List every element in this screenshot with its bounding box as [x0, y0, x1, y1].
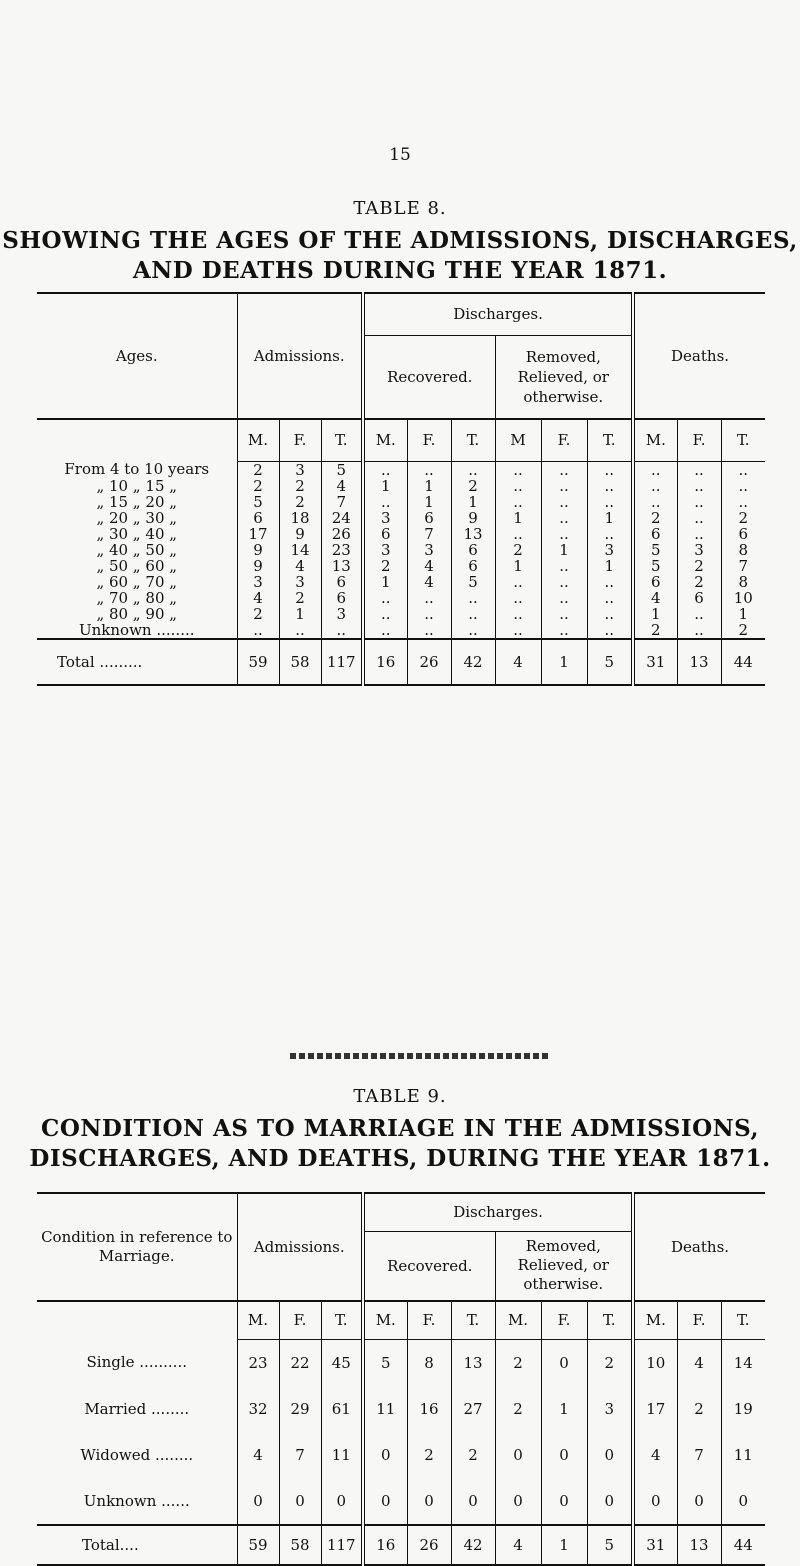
table-cell: 2 [587, 1339, 633, 1386]
table-cell: .. [541, 590, 587, 606]
table-cell: 4 [407, 574, 451, 590]
table-cell: .. [587, 622, 633, 639]
dth-m-header: M. [633, 1301, 677, 1339]
table-cell: 13 [321, 558, 363, 574]
table-cell: .. [587, 574, 633, 590]
table-cell: 6 [633, 526, 677, 542]
table-cell: 2 [633, 622, 677, 639]
rem-f-header: F. [541, 419, 587, 461]
table-cell: .. [721, 478, 765, 494]
adm-f-header: F. [279, 419, 321, 461]
table-cell: 1 [721, 606, 765, 622]
total-cell: 42 [451, 639, 495, 685]
table-cell: .. [677, 622, 721, 639]
table-cell: 2 [495, 1386, 541, 1432]
table-cell: 5 [633, 558, 677, 574]
condition-header: Condition in reference to Marriage. [37, 1193, 237, 1301]
table-cell: .. [677, 478, 721, 494]
admissions-header: Admissions. [237, 293, 363, 419]
table-cell: 23 [237, 1339, 279, 1386]
rem-f-header: F. [541, 1301, 587, 1339]
table-row [37, 542, 765, 558]
table-row [37, 590, 765, 606]
table-cell: 2 [237, 478, 279, 494]
table9-label: TABLE 9. [353, 1086, 447, 1107]
table-cell: 27 [451, 1386, 495, 1432]
table-cell: .. [541, 558, 587, 574]
discharges-header: Discharges. [363, 1193, 633, 1231]
total-cell: 4 [495, 639, 541, 685]
ages-header: Ages. [37, 293, 237, 419]
table-row [37, 606, 765, 622]
table-cell: .. [677, 606, 721, 622]
table-cell: 8 [721, 574, 765, 590]
table-cell: 3 [407, 542, 451, 558]
table-cell: 16 [407, 1386, 451, 1432]
row-label: „ 15 „ 20 „ [96, 492, 178, 511]
table-cell: .. [279, 622, 321, 639]
row-label: „ 20 „ 30 „ [96, 508, 178, 527]
table-cell: 1 [363, 478, 407, 494]
row-label: „ 40 „ 50 „ [96, 540, 178, 559]
rec-f-header: F. [407, 419, 451, 461]
table-cell: 7 [321, 494, 363, 510]
table-cell: .. [541, 494, 587, 510]
table-cell: .. [677, 494, 721, 510]
removed-header: Removed, Relieved, or otherwise. [495, 335, 633, 419]
page-number: 15 [389, 145, 411, 165]
table-cell: 1 [451, 494, 495, 510]
table-cell: 2 [237, 461, 279, 478]
total-cell: 1 [541, 639, 587, 685]
table-cell: 0 [541, 1478, 587, 1525]
table-cell: 2 [721, 622, 765, 639]
table-cell: 9 [237, 558, 279, 574]
total-cell: 13 [677, 639, 721, 685]
table-cell: .. [677, 461, 721, 478]
table-cell: 2 [677, 558, 721, 574]
table-cell: 0 [237, 1478, 279, 1525]
table-cell: 6 [451, 558, 495, 574]
recovered-header: Recovered. [363, 1231, 495, 1301]
rec-f-header: F. [407, 1301, 451, 1339]
table-cell: 4 [237, 1432, 279, 1478]
table-cell: 2 [677, 1386, 721, 1432]
table-cell: 14 [279, 542, 321, 558]
adm-t-header: T. [321, 419, 363, 461]
table-cell: 24 [321, 510, 363, 526]
table8-heading [0, 226, 800, 286]
rec-t-header: T. [451, 1301, 495, 1339]
table-cell: 1 [407, 478, 451, 494]
table-cell: 6 [721, 526, 765, 542]
table-cell: 11 [363, 1386, 407, 1432]
table8-ages [37, 292, 765, 686]
discharges-header: Discharges. [363, 293, 633, 335]
adm-f-header: F. [279, 1301, 321, 1339]
rem-m-header: M. [495, 1301, 541, 1339]
table-cell: .. [495, 478, 541, 494]
table-cell: 2 [677, 574, 721, 590]
table-cell: .. [407, 461, 451, 478]
table-cell: 45 [321, 1339, 363, 1386]
table-cell: 0 [495, 1478, 541, 1525]
table-cell: 2 [279, 478, 321, 494]
row-label: Unknown ...... [83, 1491, 190, 1510]
row-label: Married ........ [84, 1399, 190, 1418]
table-cell: 2 [633, 510, 677, 526]
table-cell: .. [677, 526, 721, 542]
table-cell: 1 [587, 510, 633, 526]
table-cell: 61 [321, 1386, 363, 1432]
table-cell: .. [495, 622, 541, 639]
table-cell: 13 [451, 526, 495, 542]
table-cell: .. [677, 510, 721, 526]
table-cell: 6 [677, 590, 721, 606]
section-divider [290, 1053, 550, 1059]
table-cell: 3 [587, 542, 633, 558]
rem-m-header: M [495, 419, 541, 461]
dth-m-header: M. [633, 419, 677, 461]
rem-t-header: T. [587, 419, 633, 461]
table-row [37, 478, 765, 494]
table-cell: .. [587, 478, 633, 494]
condition-sub [37, 1301, 237, 1339]
table-cell: 7 [279, 1432, 321, 1478]
table-cell: 6 [633, 574, 677, 590]
table-cell: .. [633, 494, 677, 510]
total-cell: 31 [633, 1525, 677, 1565]
table-row [37, 1478, 765, 1525]
table-cell: 2 [237, 606, 279, 622]
table-cell: 8 [407, 1339, 451, 1386]
table-cell: 0 [321, 1478, 363, 1525]
dth-f-header: F. [677, 1301, 721, 1339]
total-cell: 117 [321, 639, 363, 685]
row-label: „ 50 „ 60 „ [96, 556, 178, 575]
table-cell: .. [541, 606, 587, 622]
total-cell: 58 [279, 1525, 321, 1565]
table-cell: .. [587, 461, 633, 478]
table-cell: .. [633, 478, 677, 494]
table-cell: 1 [541, 1386, 587, 1432]
table-cell: .. [363, 622, 407, 639]
table-row [37, 461, 765, 478]
table-cell: 2 [495, 1339, 541, 1386]
total-cell: 44 [721, 1525, 765, 1565]
table-cell: 1 [541, 542, 587, 558]
table-cell: .. [451, 606, 495, 622]
table-cell: 4 [633, 1432, 677, 1478]
table-cell: 4 [407, 558, 451, 574]
table-cell: 0 [407, 1478, 451, 1525]
total-cell: 42 [451, 1525, 495, 1565]
table-cell: 0 [495, 1432, 541, 1478]
total-cell: 59 [237, 1525, 279, 1565]
table-cell: .. [721, 494, 765, 510]
table-cell: 3 [363, 510, 407, 526]
table-cell: 17 [237, 526, 279, 542]
table-cell: 0 [279, 1478, 321, 1525]
table-cell: 0 [587, 1478, 633, 1525]
table-cell: 22 [279, 1339, 321, 1386]
total-cell: 59 [237, 639, 279, 685]
table-cell: 5 [321, 461, 363, 478]
table-cell: .. [587, 494, 633, 510]
table-cell: 6 [407, 510, 451, 526]
rec-m-header: M. [363, 1301, 407, 1339]
table-cell: 3 [279, 461, 321, 478]
table-cell: 11 [321, 1432, 363, 1478]
table-cell: 2 [495, 542, 541, 558]
table-cell: .. [363, 461, 407, 478]
table-cell: 2 [451, 1432, 495, 1478]
total-cell: 5 [587, 1525, 633, 1565]
adm-m-header: M. [237, 1301, 279, 1339]
table-cell: 4 [237, 590, 279, 606]
table-row [37, 1339, 765, 1386]
table-cell: .. [451, 461, 495, 478]
table-cell: .. [407, 622, 451, 639]
table-cell: 0 [541, 1339, 587, 1386]
table-cell: 1 [407, 494, 451, 510]
table-row [37, 1432, 765, 1478]
total-cell: 16 [363, 1525, 407, 1565]
total-cell: 5 [587, 639, 633, 685]
table-cell: .. [451, 622, 495, 639]
table-cell: 0 [363, 1478, 407, 1525]
table8-label: TABLE 8. [353, 198, 447, 219]
table-cell: .. [321, 622, 363, 639]
table-cell: .. [541, 461, 587, 478]
table-cell: .. [541, 622, 587, 639]
table-cell: .. [237, 622, 279, 639]
table8-heading-line1: SHOWING THE AGES OF THE ADMISSIONS, DISCHARGES, [2, 227, 798, 254]
table-cell: .. [495, 606, 541, 622]
table-cell: 4 [279, 558, 321, 574]
table-row [37, 574, 765, 590]
table-cell: 7 [407, 526, 451, 542]
table-cell: .. [363, 606, 407, 622]
table-cell: .. [721, 461, 765, 478]
row-label: Single .......... [86, 1353, 187, 1372]
deaths-header: Deaths. [633, 1193, 765, 1301]
rec-t-header: T. [451, 419, 495, 461]
table-cell: 6 [237, 510, 279, 526]
table-cell: 3 [321, 606, 363, 622]
table-cell: 6 [321, 590, 363, 606]
table-cell: 8 [721, 542, 765, 558]
table-cell: 1 [495, 510, 541, 526]
table-cell: 18 [279, 510, 321, 526]
table-cell: 0 [721, 1478, 765, 1525]
total-cell: 117 [321, 1525, 363, 1565]
table-cell: .. [541, 478, 587, 494]
table-cell: 26 [321, 526, 363, 542]
table-cell: .. [587, 590, 633, 606]
table-cell: 5 [633, 542, 677, 558]
table-cell: .. [587, 526, 633, 542]
table-cell: .. [495, 526, 541, 542]
dth-t-header: T. [721, 1301, 765, 1339]
table-cell: 11 [721, 1432, 765, 1478]
table-cell: 10 [633, 1339, 677, 1386]
table-cell: 3 [279, 574, 321, 590]
table-cell: 2 [451, 478, 495, 494]
rec-m-header: M. [363, 419, 407, 461]
table8-heading-line2: AND DEATHS DURING THE YEAR 1871. [132, 257, 668, 284]
table-cell: 7 [677, 1432, 721, 1478]
table-cell: .. [407, 606, 451, 622]
table-cell: 17 [633, 1386, 677, 1432]
table9-heading [0, 1114, 800, 1174]
row-label: From 4 to 10 years [64, 460, 210, 479]
table-cell: 3 [237, 574, 279, 590]
total-cell: 26 [407, 1525, 451, 1565]
deaths-header: Deaths. [633, 293, 765, 419]
table-cell: .. [363, 494, 407, 510]
total-label: Total.... [37, 1525, 237, 1565]
total-cell: 44 [721, 639, 765, 685]
total-cell: 16 [363, 639, 407, 685]
table-cell: 4 [321, 478, 363, 494]
row-label: „ 70 „ 80 „ [96, 588, 178, 607]
ages-sub [37, 419, 237, 461]
total-cell: 1 [541, 1525, 587, 1565]
table9-marriage [37, 1192, 765, 1566]
admissions-header: Admissions. [237, 1193, 363, 1301]
table-cell: .. [495, 590, 541, 606]
total-label: Total ......... [37, 639, 237, 685]
table-cell: .. [451, 590, 495, 606]
table-cell: .. [495, 494, 541, 510]
table-cell: 32 [237, 1386, 279, 1432]
table-cell: 0 [451, 1478, 495, 1525]
table-row [37, 526, 765, 542]
table-cell: 1 [587, 558, 633, 574]
table-cell: 29 [279, 1386, 321, 1432]
removed-header: Removed, Relieved, or otherwise. [495, 1231, 633, 1301]
table-row [37, 510, 765, 526]
table-cell: 7 [721, 558, 765, 574]
total-cell: 4 [495, 1525, 541, 1565]
recovered-header: Recovered. [363, 335, 495, 419]
total-cell: 58 [279, 639, 321, 685]
table-cell: 5 [237, 494, 279, 510]
table-cell: 13 [451, 1339, 495, 1386]
total-cell: 31 [633, 639, 677, 685]
table9-heading-line2: DISCHARGES, AND DEATHS, DURING THE YEAR 1871. [29, 1145, 771, 1172]
table-cell: .. [587, 606, 633, 622]
table-cell: 5 [363, 1339, 407, 1386]
table-cell: .. [541, 526, 587, 542]
table-cell: 3 [677, 542, 721, 558]
adm-m-header: M. [237, 419, 279, 461]
table-cell: .. [495, 574, 541, 590]
table-cell: .. [541, 574, 587, 590]
table-cell: 4 [633, 590, 677, 606]
table-cell: 0 [633, 1478, 677, 1525]
table-cell: 23 [321, 542, 363, 558]
table-cell: .. [495, 461, 541, 478]
dth-f-header: F. [677, 419, 721, 461]
rem-t-header: T. [587, 1301, 633, 1339]
table-cell: 19 [721, 1386, 765, 1432]
row-label: „ 30 „ 40 „ [96, 524, 178, 543]
table-cell: 9 [279, 526, 321, 542]
table-cell: 10 [721, 590, 765, 606]
table-cell: 2 [363, 558, 407, 574]
table-cell: 0 [587, 1432, 633, 1478]
table-cell: 0 [677, 1478, 721, 1525]
table-cell: 2 [407, 1432, 451, 1478]
table-cell: 1 [495, 558, 541, 574]
table-cell: 4 [677, 1339, 721, 1386]
table-cell: 3 [363, 542, 407, 558]
table-cell: 2 [721, 510, 765, 526]
table-cell: 3 [587, 1386, 633, 1432]
table-row [37, 494, 765, 510]
table-cell: 0 [541, 1432, 587, 1478]
adm-t-header: T. [321, 1301, 363, 1339]
row-label: „ 60 „ 70 „ [96, 572, 178, 591]
table-cell: 0 [363, 1432, 407, 1478]
table-cell: 6 [321, 574, 363, 590]
total-cell: 13 [677, 1525, 721, 1565]
table-cell: 5 [451, 574, 495, 590]
table-cell: 6 [363, 526, 407, 542]
table-row [37, 622, 765, 639]
table-cell: 2 [279, 494, 321, 510]
total-cell: 26 [407, 639, 451, 685]
dth-t-header: T. [721, 419, 765, 461]
table-cell: .. [363, 590, 407, 606]
table-cell: 1 [363, 574, 407, 590]
table-cell: 14 [721, 1339, 765, 1386]
table-cell: .. [541, 510, 587, 526]
table-cell: 1 [279, 606, 321, 622]
row-label: Unknown ........ [79, 620, 195, 639]
row-label: „ 80 „ 90 „ [96, 604, 178, 623]
table-row [37, 1386, 765, 1432]
table9-heading-line1: CONDITION AS TO MARRIAGE IN THE ADMISSIONS, [41, 1115, 759, 1142]
table-cell: 2 [279, 590, 321, 606]
row-label: Widowed ........ [80, 1445, 194, 1464]
table-cell: .. [407, 590, 451, 606]
table-cell: 1 [633, 606, 677, 622]
table-cell: 9 [237, 542, 279, 558]
table-cell: .. [633, 461, 677, 478]
row-label: „ 10 „ 15 „ [96, 476, 178, 495]
table-cell: 9 [451, 510, 495, 526]
table-row [37, 558, 765, 574]
table-cell: 6 [451, 542, 495, 558]
